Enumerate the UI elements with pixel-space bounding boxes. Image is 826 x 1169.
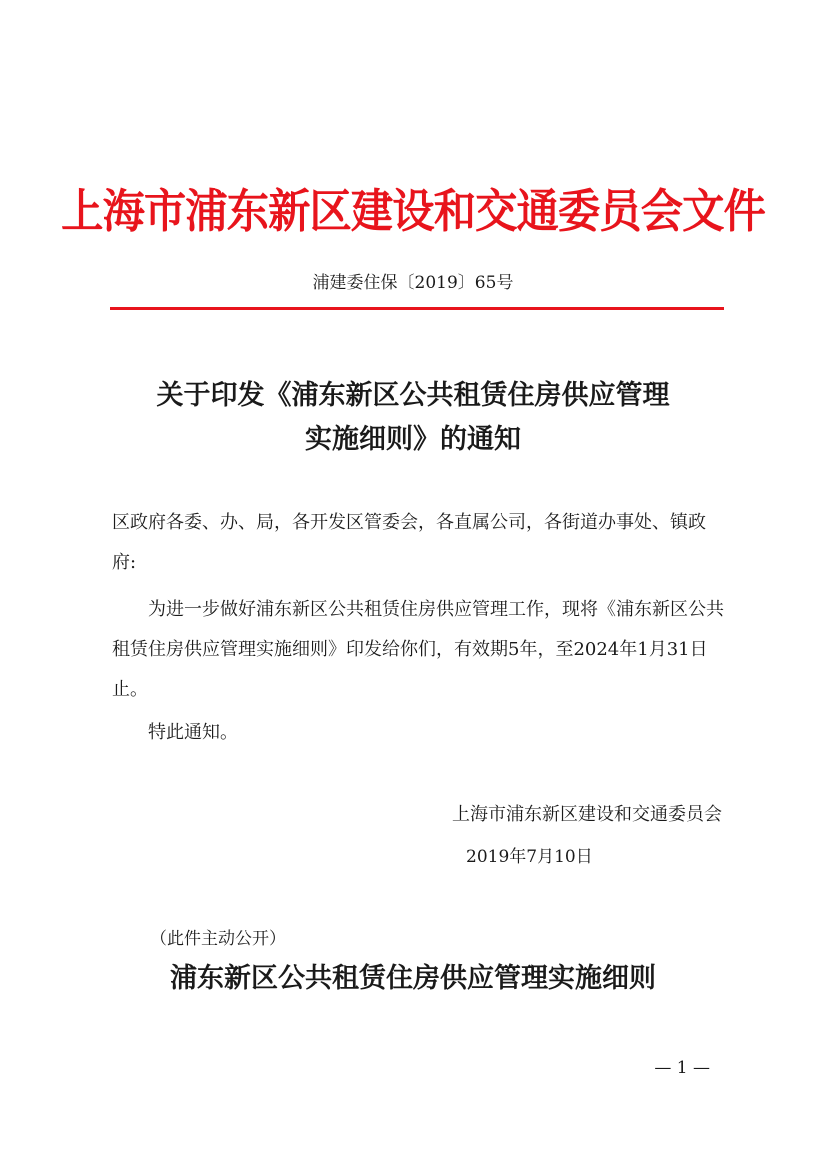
signature-organization: 上海市浦东新区建设和交通委员会	[452, 804, 722, 825]
red-divider-rule	[110, 307, 724, 310]
body-paragraph: 为进一步做好浦东新区公共租赁住房供应管理工作，现将《浦东新区公共租赁住房供应管理实施细则》印发给你们，有效期5年，至2024年1月31日止。	[112, 599, 724, 700]
disclosure-note: （此件主动公开）	[150, 929, 286, 949]
masthead-title: 上海市浦东新区建设和交通委员会文件	[61, 184, 765, 238]
salutation: 区政府各委、办、局，各开发区管委会，各直属公司，各街道办事处、镇政府:	[112, 512, 706, 573]
notice-title	[100, 374, 726, 462]
closing-line: 特此通知。	[148, 722, 238, 743]
document-number: 浦建委住保〔2019〕65号	[312, 273, 514, 293]
signature-date: 2019年7月10日	[466, 847, 593, 867]
notice-title-line-2: 实施细则》的通知	[305, 424, 521, 455]
page-number: — 1 —	[654, 1058, 710, 1078]
attachment-title: 浦东新区公共租赁住房供应管理实施细则	[170, 963, 656, 994]
notice-title-line-1: 关于印发《浦东新区公共租赁住房供应管理	[156, 380, 670, 411]
